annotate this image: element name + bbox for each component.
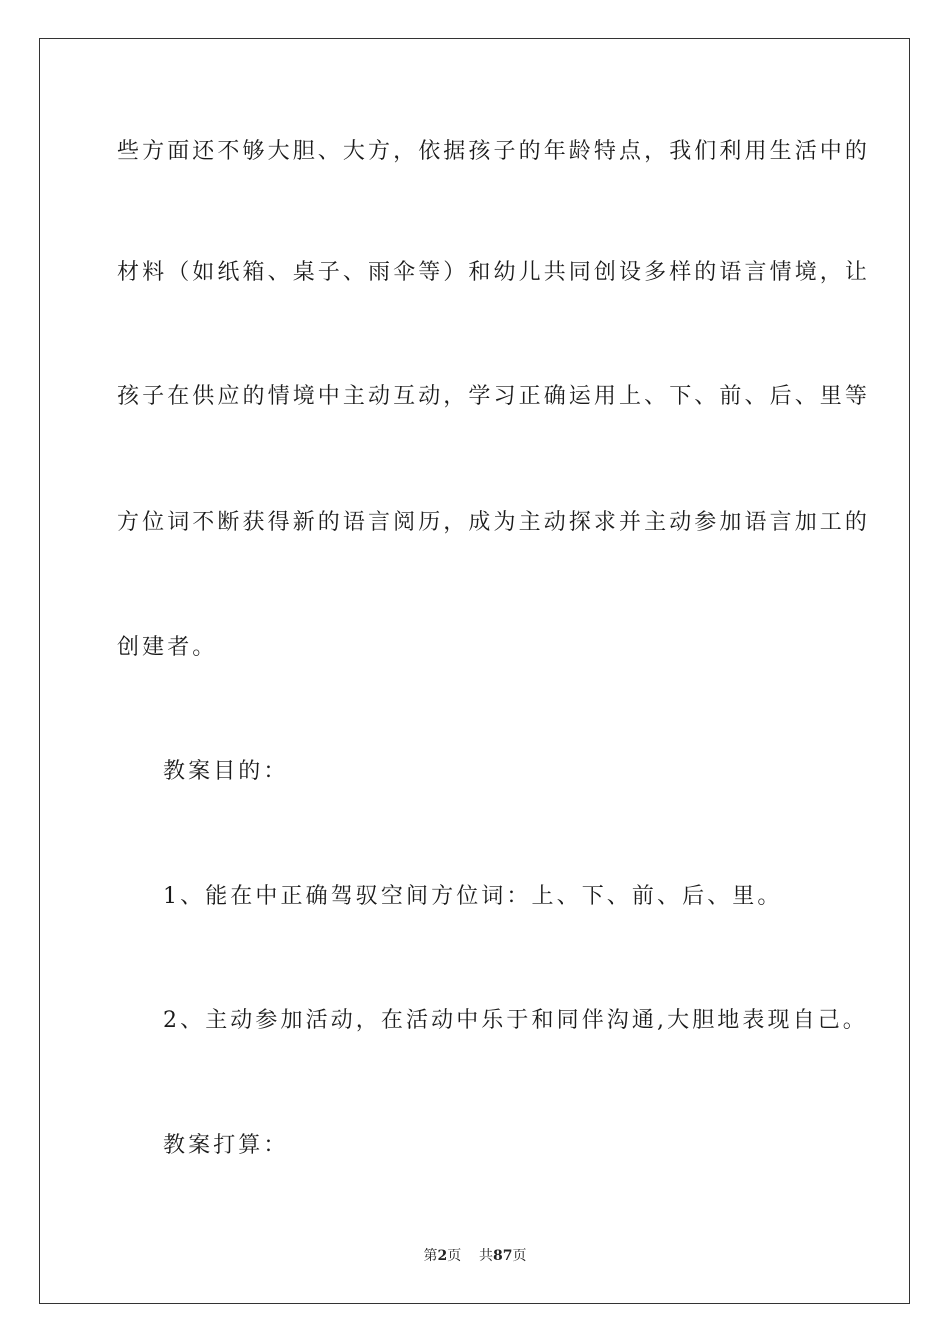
page-number: 2	[437, 1248, 448, 1264]
body-text-line-1: 些方面还不够大胆、大方，依据孩子的年龄特点，我们利用生活中的	[117, 139, 871, 164]
objectives-heading: 教案目的：	[163, 759, 289, 784]
body-text-line-4: 方位词不断获得新的语言阅历，成为主动探求并主动参加语言加工的	[117, 510, 871, 535]
body-text-line-2: 材料（如纸箱、桌子、雨伞等）和幼儿共同创设多样的语言情境，让	[117, 260, 871, 285]
total-prefix: 共	[479, 1248, 494, 1264]
total-suffix: 页	[512, 1248, 527, 1264]
preparation-heading: 教案打算：	[163, 1133, 289, 1158]
page-prefix: 第	[423, 1248, 438, 1264]
objective-item-2: 2、主动参加活动，在活动中乐于和同伴沟通,大胆地表现自己。	[163, 1008, 868, 1033]
page-footer	[0, 1246, 950, 1266]
objective-item-1: 1、能在中正确驾驭空间方位词：上、下、前、后、里。	[163, 884, 783, 909]
body-text-line-5: 创建者。	[117, 635, 218, 660]
page-border	[39, 38, 910, 1304]
total-pages: 87	[493, 1248, 513, 1264]
page-suffix: 页	[447, 1248, 462, 1264]
body-text-line-3: 孩子在供应的情境中主动互动，学习正确运用上、下、前、后、里等	[117, 384, 871, 409]
